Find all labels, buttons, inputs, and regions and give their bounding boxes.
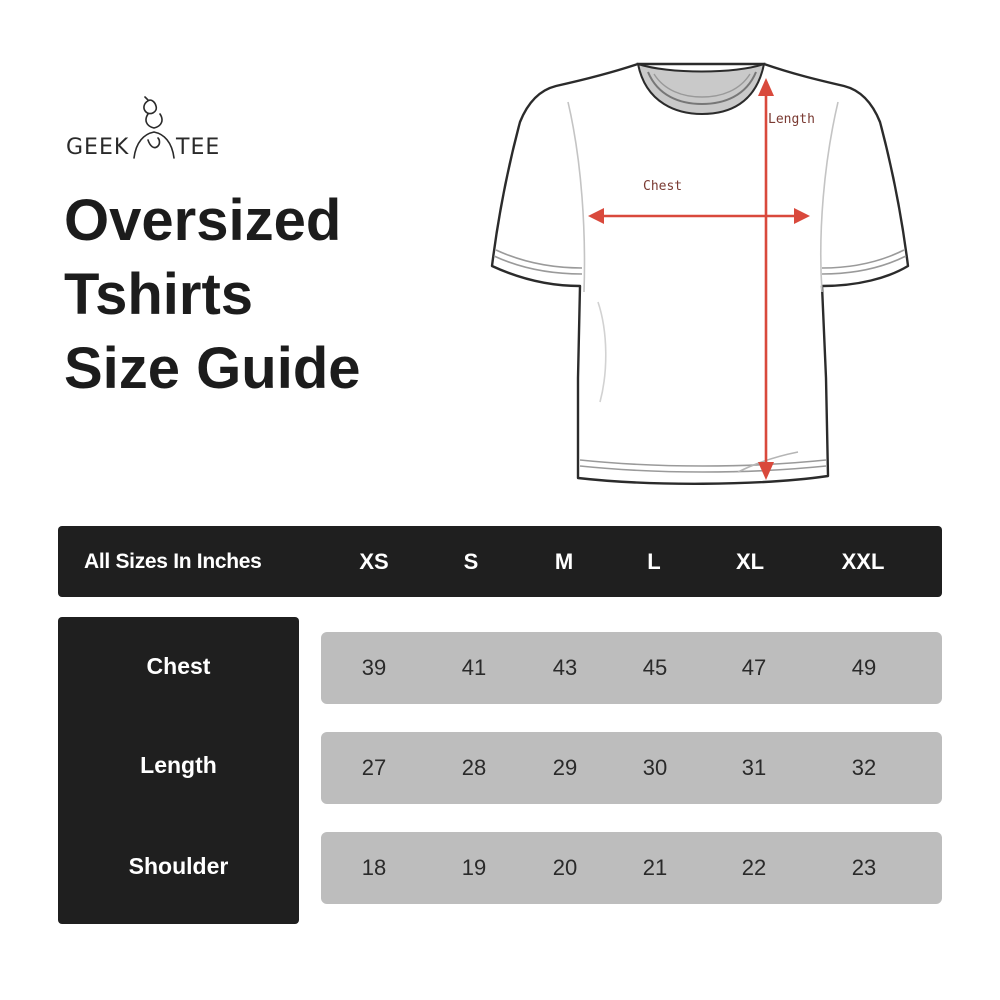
table-cell: 41 xyxy=(461,655,487,680)
table-row xyxy=(321,632,942,704)
table-cell: 21 xyxy=(642,855,668,880)
row-label-length: Length xyxy=(140,752,217,778)
table-cell: 31 xyxy=(741,755,767,780)
title-line-3: Size Guide xyxy=(64,336,361,401)
table-cell: 30 xyxy=(642,755,668,780)
table-cell: 32 xyxy=(851,755,877,780)
size-header-xl: XL xyxy=(735,549,765,574)
table-cell: 43 xyxy=(552,655,578,680)
table-cell: 19 xyxy=(461,855,487,880)
size-header-l: L xyxy=(647,549,661,574)
units-label: All Sizes In Inches xyxy=(84,550,262,573)
table-cell: 20 xyxy=(552,855,578,880)
tshirt-outline xyxy=(492,64,908,484)
table-cell: 28 xyxy=(461,755,487,780)
table-row xyxy=(321,732,942,804)
page-title xyxy=(64,184,361,406)
row-label-chest: Chest xyxy=(146,653,211,679)
table-cell: 27 xyxy=(361,755,387,780)
row-label-panel xyxy=(58,617,299,924)
table-cell: 23 xyxy=(851,855,877,880)
brand-text-left: GEEK xyxy=(66,135,130,160)
size-header-xxl: XXL xyxy=(841,549,885,574)
title-line-1: Oversized xyxy=(64,188,342,253)
size-header-xs: XS xyxy=(359,549,389,574)
tshirt-diagram xyxy=(488,52,916,492)
table-cell: 39 xyxy=(361,655,387,680)
size-header-bar xyxy=(58,526,942,597)
pigeon-logo-icon xyxy=(124,96,184,160)
table-cell: 18 xyxy=(361,855,387,880)
brand-text-right: TEE xyxy=(176,135,221,160)
brand-logo xyxy=(64,96,244,168)
table-cell: 22 xyxy=(741,855,767,880)
row-label-shoulder: Shoulder xyxy=(128,853,229,879)
title-line-2: Tshirts xyxy=(64,262,254,327)
table-cell: 47 xyxy=(741,655,767,680)
length-label: Length xyxy=(768,112,815,127)
table-cell: 49 xyxy=(851,655,877,680)
table-row xyxy=(321,832,942,904)
size-header-m: M xyxy=(554,549,574,574)
table-cell: 45 xyxy=(642,655,668,680)
table-cell: 29 xyxy=(552,755,578,780)
chest-label: Chest xyxy=(643,179,683,194)
size-header-s: S xyxy=(463,549,479,574)
